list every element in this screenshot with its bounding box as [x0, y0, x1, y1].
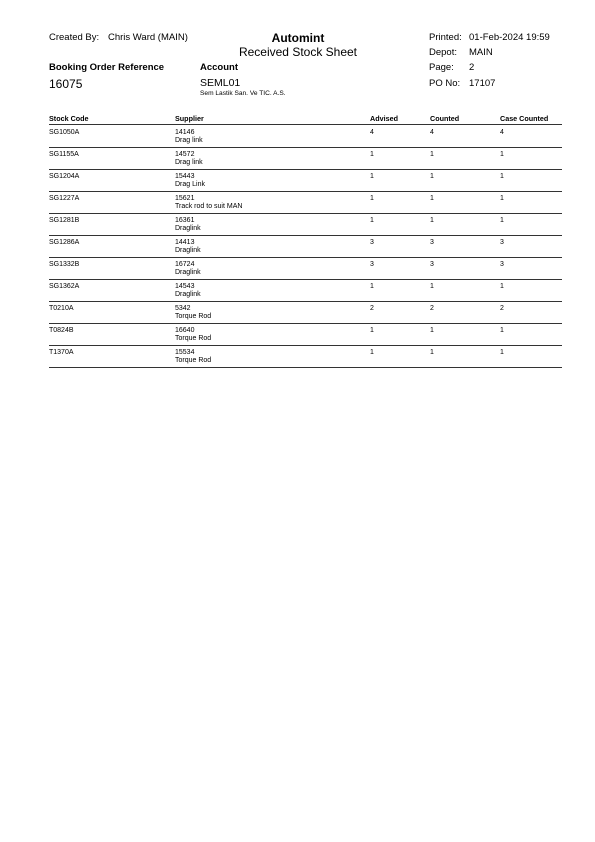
- booking-ref-label: Booking Order Reference: [49, 62, 165, 73]
- created-by-label: Created By:: [49, 32, 100, 43]
- row-divider: [49, 345, 562, 346]
- advised-cell: 1: [370, 349, 374, 356]
- supplier-ref-cell: 16724: [175, 261, 195, 268]
- stock-code-cell: SG1227A: [49, 195, 80, 202]
- po-number: 17107: [469, 78, 496, 89]
- row-divider: [49, 279, 562, 280]
- counted-cell: 1: [430, 283, 434, 290]
- supplier-ref-cell: 14572: [175, 151, 195, 158]
- table-row: [0, 281, 595, 303]
- advised-cell: 2: [370, 305, 374, 312]
- item-description-cell: Draglink: [175, 247, 201, 254]
- header-divider: [49, 124, 562, 125]
- counted-cell: 3: [430, 261, 434, 268]
- column-header-case-counted: Case Counted: [500, 114, 549, 123]
- row-divider: [49, 367, 562, 368]
- item-description-cell: Torque Rod: [175, 357, 212, 364]
- case-counted-cell: 1: [500, 327, 504, 334]
- counted-cell: 1: [430, 173, 434, 180]
- row-divider: [49, 169, 562, 170]
- po-label: PO No:: [429, 78, 461, 89]
- counted-cell: 3: [430, 239, 434, 246]
- case-counted-cell: 1: [500, 151, 504, 158]
- counted-cell: 1: [430, 327, 434, 334]
- supplier-ref-cell: 16361: [175, 217, 195, 224]
- item-description-cell: Drag link: [175, 159, 203, 166]
- advised-cell: 1: [370, 217, 374, 224]
- row-divider: [49, 213, 562, 214]
- item-description-cell: Draglink: [175, 269, 201, 276]
- stock-code-cell: SG1155A: [49, 151, 79, 158]
- depot-value: MAIN: [469, 47, 493, 58]
- supplier-ref-cell: 5342: [175, 305, 191, 312]
- column-header-stock-code: Stock Code: [49, 114, 89, 123]
- table-row: [0, 127, 595, 149]
- column-header-advised: Advised: [370, 114, 398, 123]
- counted-cell: 1: [430, 349, 434, 356]
- stock-code-cell: SG1332B: [49, 261, 80, 268]
- row-divider: [49, 235, 562, 236]
- advised-cell: 1: [370, 151, 374, 158]
- advised-cell: 1: [370, 327, 374, 334]
- stock-code-cell: T0210A: [49, 305, 74, 312]
- case-counted-cell: 2: [500, 305, 504, 312]
- item-description-cell: Torque Rod: [175, 313, 212, 320]
- stock-code-cell: T0824B: [49, 327, 74, 334]
- table-row: [0, 303, 595, 325]
- case-counted-cell: 3: [500, 261, 504, 268]
- column-header-counted: Counted: [430, 114, 460, 123]
- case-counted-cell: 1: [500, 173, 504, 180]
- supplier-ref-cell: 15621: [175, 195, 195, 202]
- case-counted-cell: 1: [500, 217, 504, 224]
- item-description-cell: Torque Rod: [175, 335, 212, 342]
- supplier-ref-cell: 14146: [175, 129, 195, 136]
- case-counted-cell: 1: [500, 283, 504, 290]
- case-counted-cell: 1: [500, 195, 504, 202]
- column-header-supplier: Supplier: [175, 114, 204, 123]
- table-row: [0, 193, 595, 215]
- stock-code-cell: SG1286A: [49, 239, 80, 246]
- advised-cell: 1: [370, 173, 374, 180]
- advised-cell: 1: [370, 283, 374, 290]
- table-row: [0, 325, 595, 347]
- row-divider: [49, 191, 562, 192]
- booking-ref-value: 16075: [49, 77, 83, 91]
- supplier-ref-cell: 14413: [175, 239, 195, 246]
- company-name: Automint: [271, 31, 325, 45]
- account-name: Sem Lastik San. Ve TIC. A.S.: [200, 90, 286, 97]
- supplier-ref-cell: 14543: [175, 283, 195, 290]
- printed-value: 01-Feb-2024 19:59: [469, 32, 550, 43]
- table-row: [0, 347, 595, 369]
- case-counted-cell: 3: [500, 239, 504, 246]
- depot-label: Depot:: [429, 47, 457, 58]
- item-description-cell: Track rod to suit MAN: [175, 203, 243, 210]
- page-number: 2: [469, 62, 475, 73]
- row-divider: [49, 323, 562, 324]
- counted-cell: 2: [430, 305, 434, 312]
- stock-code-cell: T1370A: [49, 349, 74, 356]
- item-description-cell: Draglink: [175, 225, 201, 232]
- account-code: SEML01: [200, 77, 241, 89]
- table-row: [0, 237, 595, 259]
- advised-cell: 1: [370, 195, 374, 202]
- document-title: Received Stock Sheet: [238, 45, 358, 59]
- advised-cell: 3: [370, 239, 374, 246]
- item-description-cell: Drag Link: [175, 181, 205, 188]
- supplier-ref-cell: 15534: [175, 349, 195, 356]
- printed-label: Printed:: [429, 32, 462, 43]
- stock-code-cell: SG1204A: [49, 173, 80, 180]
- counted-cell: 1: [430, 217, 434, 224]
- table-row: [0, 149, 595, 171]
- counted-cell: 1: [430, 151, 434, 158]
- advised-cell: 3: [370, 261, 374, 268]
- row-divider: [49, 301, 562, 302]
- row-divider: [49, 257, 562, 258]
- counted-cell: 1: [430, 195, 434, 202]
- page-label: Page:: [429, 62, 454, 73]
- supplier-ref-cell: 16640: [175, 327, 195, 334]
- item-description-cell: Drag link: [175, 137, 203, 144]
- item-description-cell: Draglink: [175, 291, 201, 298]
- stock-code-cell: SG1281B: [49, 217, 80, 224]
- created-by-value: Chris Ward (MAIN): [108, 32, 188, 43]
- table-row: [0, 171, 595, 193]
- advised-cell: 4: [370, 129, 374, 136]
- table-row: [0, 215, 595, 237]
- supplier-ref-cell: 15443: [175, 173, 195, 180]
- row-divider: [49, 147, 562, 148]
- case-counted-cell: 1: [500, 349, 504, 356]
- counted-cell: 4: [430, 129, 434, 136]
- stock-code-cell: SG1050A: [49, 129, 80, 136]
- account-label: Account: [200, 62, 238, 73]
- case-counted-cell: 4: [500, 129, 504, 136]
- table-row: [0, 259, 595, 281]
- stock-code-cell: SG1362A: [49, 283, 80, 290]
